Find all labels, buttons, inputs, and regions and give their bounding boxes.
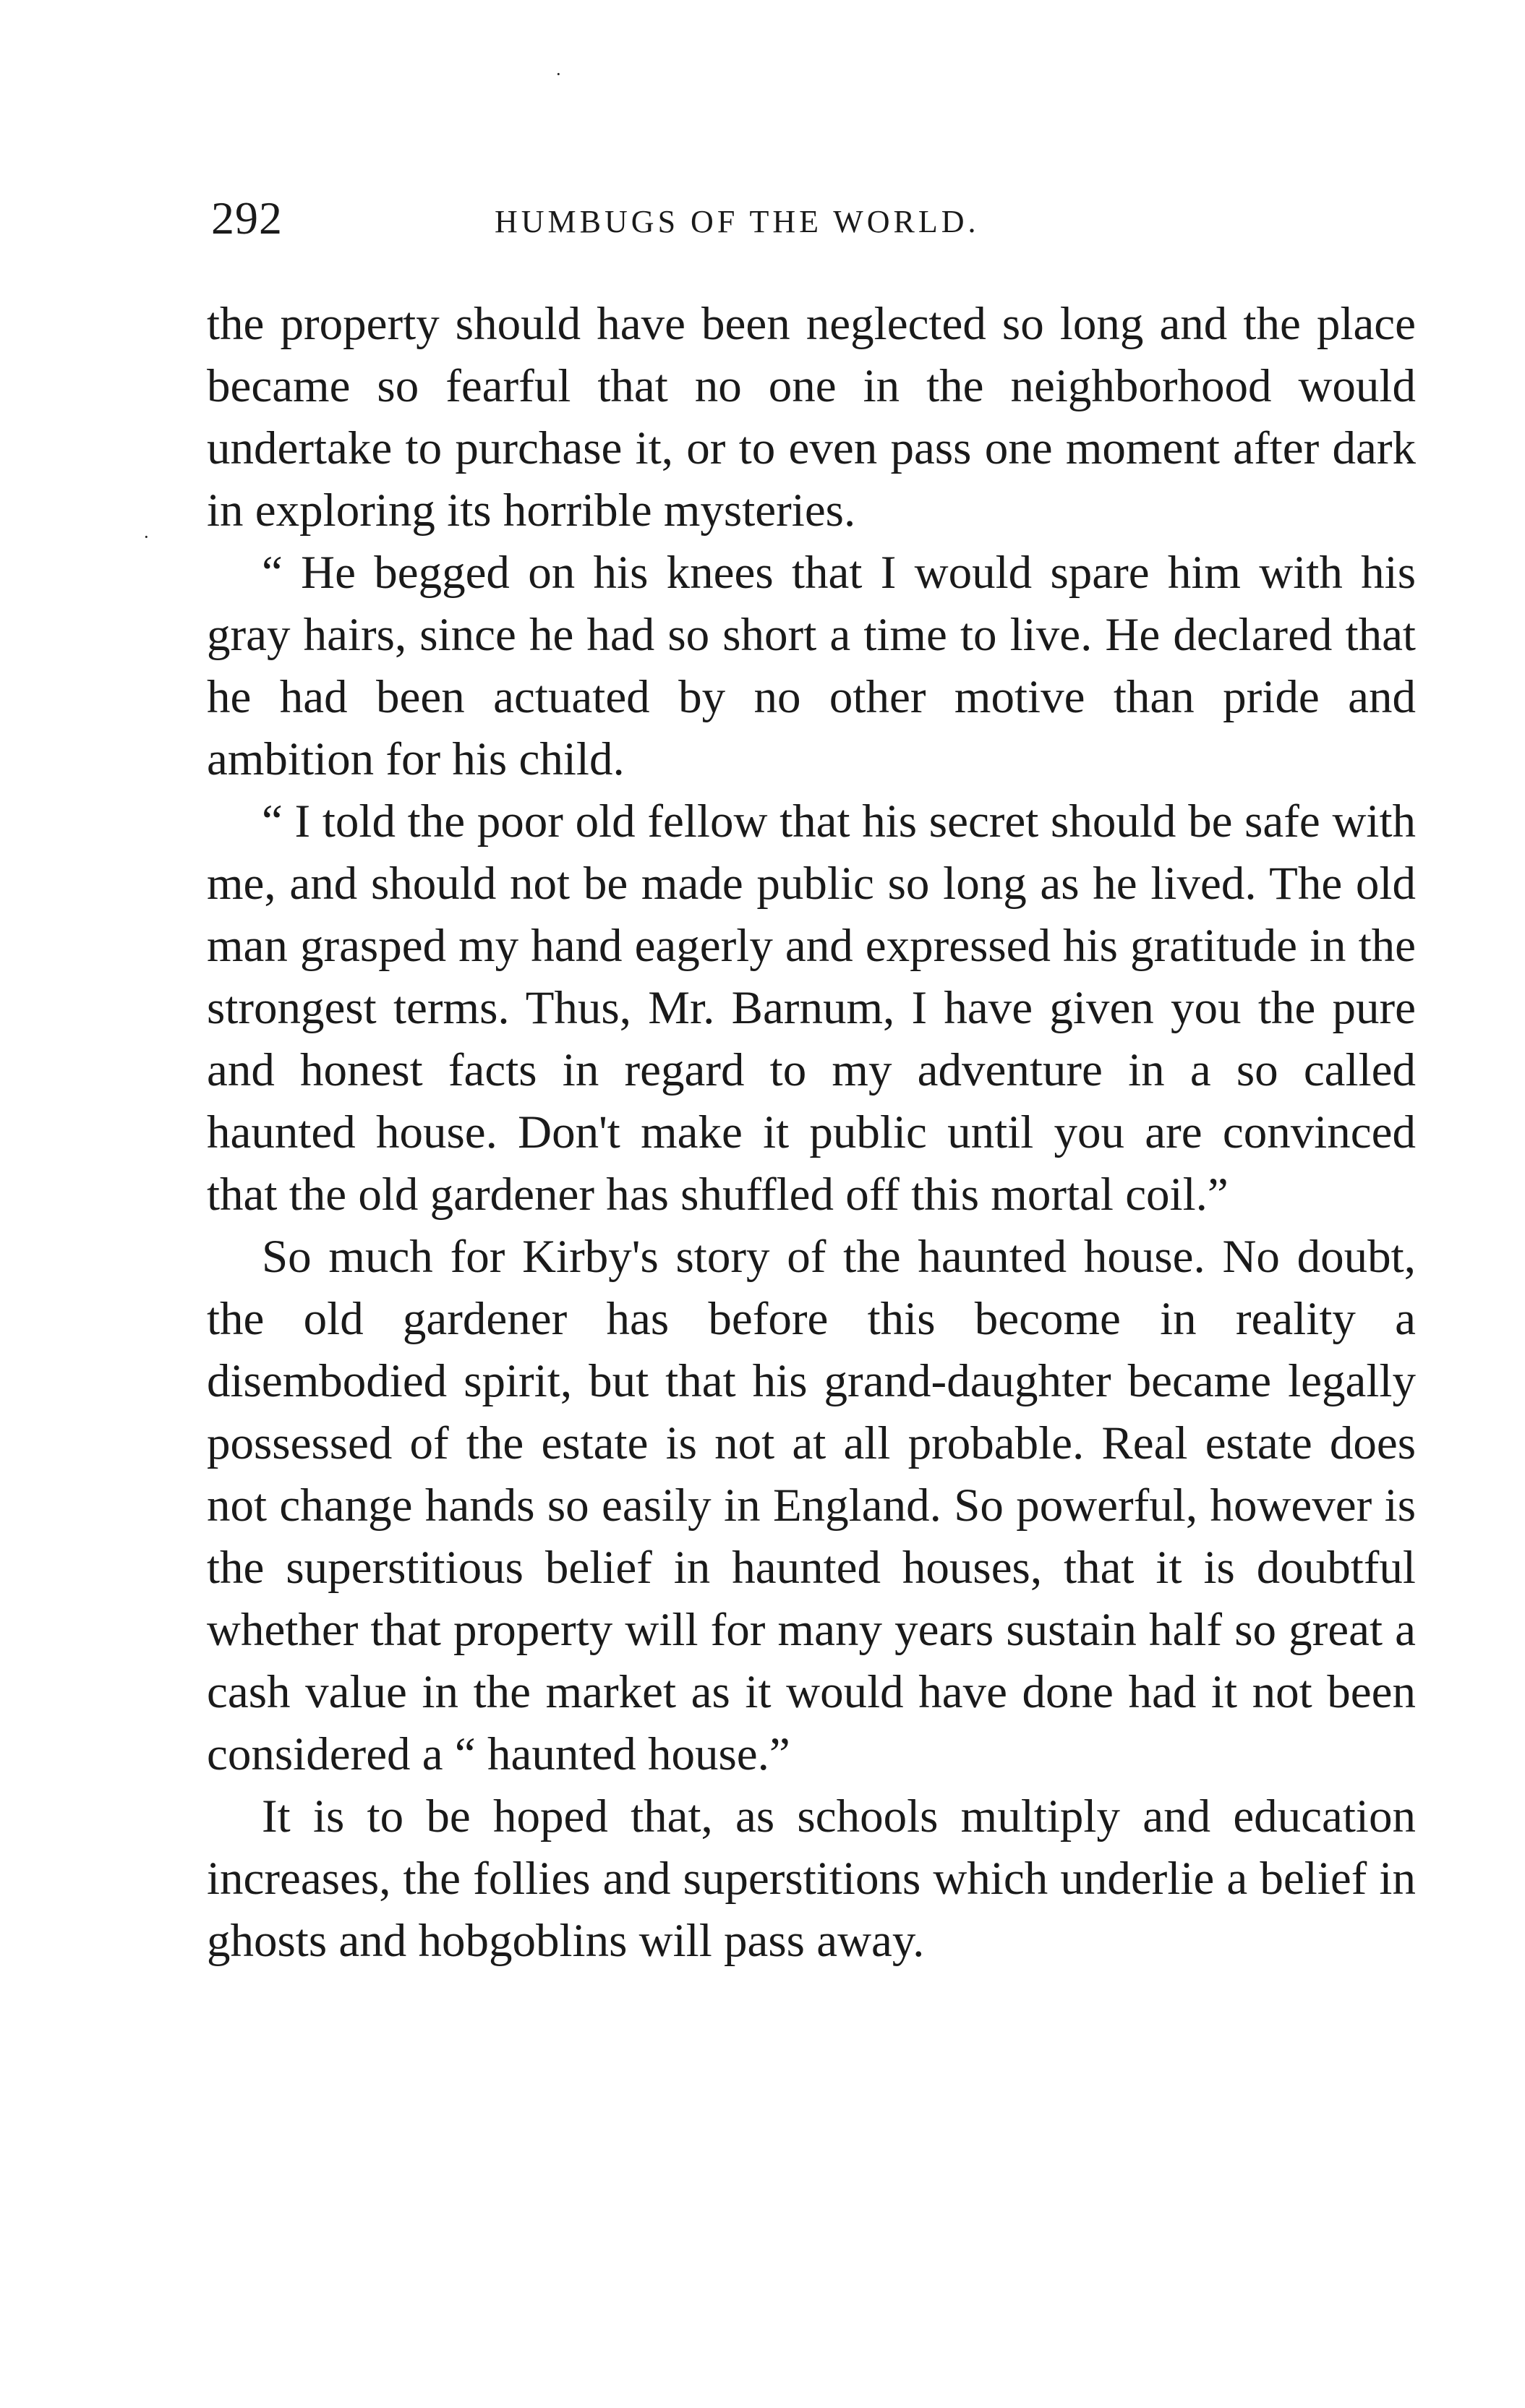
running-title: HUMBUGS OF THE WORLD. bbox=[495, 204, 980, 239]
running-head bbox=[211, 189, 1411, 247]
margin-mark: · bbox=[143, 526, 150, 547]
paragraph: “ He begged on his knees that I would spare him with his gray hairs, since he had so short a time to live. He declared that he had been actuated by no other motive than pride and ambition for his child. bbox=[207, 547, 1416, 785]
paragraph-continued: the property should have been neglected so long and the place became so fearful that no one in the neighborhood would undertake to purchase it, or to even pass one moment after dark in exploring its horrible mysteries. bbox=[207, 298, 1416, 537]
stray-mark: · bbox=[555, 64, 562, 85]
body-text bbox=[207, 293, 1416, 1972]
paragraph: So much for Kirby's story of the haunted house. No doubt, the old gardener has before this become in reality a disembodied spirit, but that his grand-daughter became legally possessed of the estate is not at all probable. Real estate does not change hands so easily in England. So powerful, however is the superstitious belief in haunted houses, that it is doubtful whether that property will for many years sustain half so great a cash value in the market as it would have done had it not been considered a “ haunted house.” bbox=[207, 1231, 1416, 1780]
paragraph: “ I told the poor old fellow that his secret should be safe with me, and should not be made public so long as he lived. The old man grasped my hand eagerly and expressed his gratitude in the strongest terms. Thus, Mr. Barnum, I have given you the pure and honest facts in regard to my adventure in a so called haunted house. Don't make it public until you are convinced that the old gardener has shuffled off this mortal coil.” bbox=[207, 795, 1416, 1221]
paragraph: It is to be hoped that, as schools multiply and education increases, the follies and superstitions which underlie a belief in ghosts and hobgoblins will pass away. bbox=[207, 1790, 1416, 1967]
page-number: 292 bbox=[211, 192, 283, 244]
